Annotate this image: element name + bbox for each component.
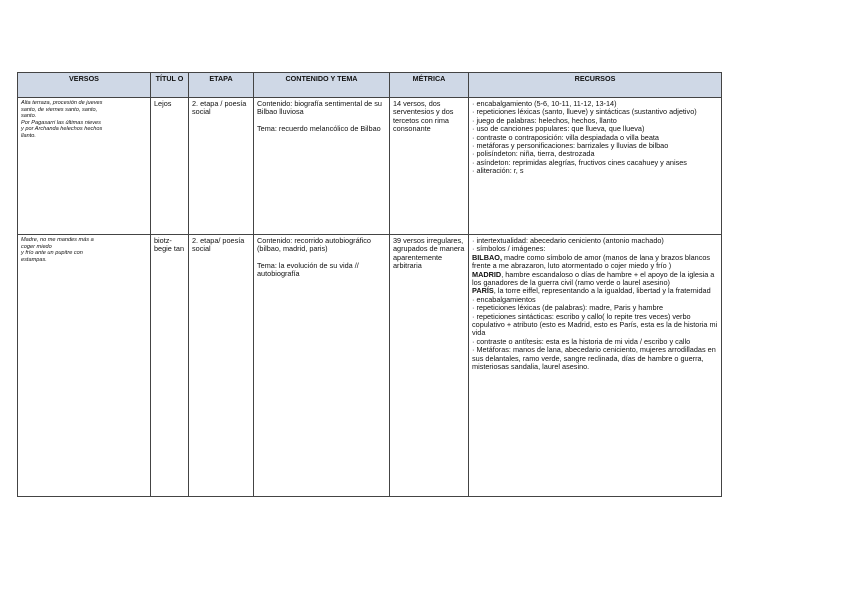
content-text: Contenido: recorrido autobiográfico (bilbao, madrid, paris) (257, 236, 371, 254)
bilbao-text: madre como símbolo de amor (manos de lana y brazos blancos frente a me abrazaron, luto atormentado o cojer miedo y frío ) (472, 252, 711, 271)
header-titulo: TÍTUL O (151, 73, 189, 98)
madrid-label: MADRID (472, 269, 502, 279)
resource-item: · contraste o contraposición: villa despiadada o villa beata (472, 132, 659, 142)
resource-item: · polisíndeton: niña, tierra, destrozada (472, 149, 595, 159)
paris-label: PARÍS (472, 286, 494, 296)
header-metrica: MÉTRICA (390, 73, 469, 98)
content-theme-cell (254, 98, 390, 235)
metric-cell: 39 versos irregulares, agrupados de manera aparentemente arbitraria (390, 235, 469, 497)
verse-line: Alta terraza, procesión de jueves (21, 100, 103, 106)
header-recursos: RECURSOS (469, 73, 722, 98)
stage-cell: 2. etapa/ poesía social (189, 235, 254, 497)
resource-item: · aliteración: r, s (472, 166, 524, 176)
metric-cell: 14 versos, dos serventesios y dos tercetos con rima consonante (390, 98, 469, 235)
verse-line: estampas. (21, 256, 47, 263)
poetry-analysis-table (17, 72, 722, 497)
resource-item: · encabalgamientos (472, 294, 536, 304)
title-cell: Lejos (151, 98, 189, 235)
resource-item: · repeticiones léxicas (de palabras): madre, Paris y hambre (472, 303, 664, 313)
theme-text: Tema: recuerdo melancólico de Bilbao (257, 123, 381, 133)
resource-item: · símbolos / imágenes: (472, 244, 546, 254)
title-cell: biotz-begie tan (151, 235, 189, 497)
header-versos: VERSOS (18, 73, 151, 98)
resource-item: · repeticiones léxicas (santo, llueve) y sintácticas (sustantivo adjetivo) (472, 107, 697, 117)
verse-line: coger miedo (21, 243, 52, 250)
resource-item: · Metáforas: manos de lana, abecedario ceniciento, mujeres arrodilladas en sus delantales, ramo verde, sangre reclinada, días de hambre o guerra, misteriosas sandalia, laurel asesino. (472, 345, 716, 372)
resource-item: · intertextualidad: abecedario ceniciento (antonio machado) (472, 236, 664, 245)
header-etapa: ETAPA (189, 73, 254, 98)
resources-cell (469, 235, 722, 497)
resource-item: · encabalgamiento (5-6, 10-11, 11-12, 13-14) (472, 99, 617, 108)
resource-item: · asíndeton: reprimidas alegrías, fructivos cines cacahuey y anises (472, 157, 687, 167)
header-contenido-tema: CONTENIDO Y TEMA (254, 73, 390, 98)
bilbao-label: BILBAO, (472, 252, 502, 262)
verse-line: y por Archanda helechos hechos (21, 126, 103, 133)
resource-item: · juego de palabras: helechos, hechos, llanto (472, 115, 617, 125)
verse-line: santo. (21, 113, 37, 120)
header-row (18, 73, 722, 98)
resource-item: · uso de canciones populares: que llueva, que llueva) (472, 124, 645, 134)
table-row (18, 235, 722, 497)
verse-line: santo, de viernes santo, santo, (21, 106, 98, 113)
verses-cell (18, 98, 151, 235)
resource-item: · repeticiones sintácticas: escribo y callo( lo repite tres veces) verbo copulativo + atributo (esto es Madrid, esto es París, esta es la de historia mi vida (472, 311, 718, 338)
resource-item: · metáforas y personificaciones: barrizales y lluvias de bilbao (472, 141, 669, 151)
stage-cell: 2. etapa / poesía social (189, 98, 254, 235)
verse-line: y frío ante un pupitre con (21, 250, 83, 257)
resource-item-bilbao (472, 254, 718, 271)
madrid-text: , hambre escandaloso o días de hambre + el apoyo de la iglesia a los ganadores de la guerra civil (ramo verde o laurel asesino) (472, 269, 715, 288)
verse-line: Madre, no me mandes más a (21, 237, 94, 243)
verse-line: Por Pagasarri las últimas nieves (21, 119, 101, 126)
theme-text: Tema: la evolución de su vida // autobiografía (257, 260, 359, 279)
verse-line: llanto. (21, 132, 36, 139)
verses-cell (18, 235, 151, 497)
resource-item-madrid (472, 271, 718, 288)
resources-cell (469, 98, 722, 235)
table-row (18, 98, 722, 235)
resource-item: · contraste o antítesis: esta es la historia de mi vida / escribo y callo (472, 336, 691, 346)
content-text: Contenido: biografía sentimental de su Bilbao lluviosa (257, 99, 382, 117)
paris-text: , la torre eiffel, representando a la igualdad, libertad y la fraternidad (493, 286, 711, 296)
content-theme-cell (254, 235, 390, 497)
